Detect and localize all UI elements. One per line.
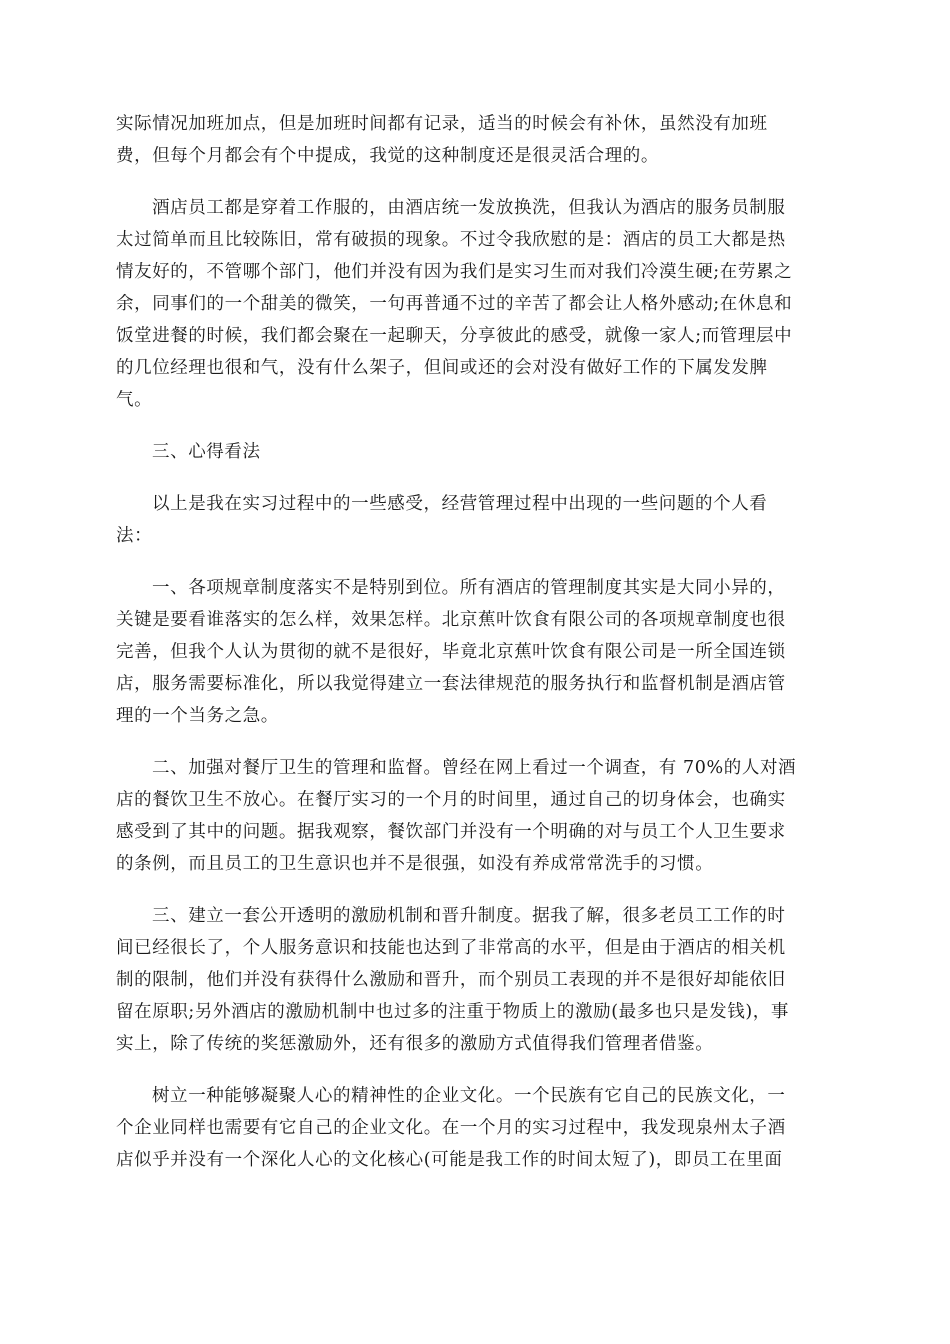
text-line: 店，服务需要标准化，所以我觉得建立一套法律规范的服务执行和监督机制是酒店管 xyxy=(116,674,786,694)
text-line: 的条例，而且员工的卫生意识也并不是很强，如没有养成常常洗手的习惯。 xyxy=(116,854,714,874)
text-line: 间已经很长了，个人服务意识和技能也达到了非常高的水平，但是由于酒店的相关机 xyxy=(116,938,786,958)
text-line: 留在原职;另外酒店的激励机制中也过多的注重于物质上的激励(最多也只是发钱)，事 xyxy=(116,1002,789,1022)
paragraph-point-two xyxy=(116,752,836,880)
paragraph-overtime xyxy=(116,108,836,172)
text-line: 实上，除了传统的奖惩激励外，还有很多的激励方式值得我们管理者借鉴。 xyxy=(116,1034,714,1054)
text-line: 余，同事们的一个甜美的微笑，一句再普通不过的辛苦了都会让人格外感动;在休息和 xyxy=(116,294,793,314)
section-heading xyxy=(116,436,836,468)
text-line: 个企业同样也需要有它自己的企业文化。在一个月的实习过程中，我发现泉州太子酒 xyxy=(116,1118,786,1138)
text-line: 气。 xyxy=(116,390,153,410)
text-line: 实际情况加班加点，但是加班时间都有记录，适当的时候会有补休，虽然没有加班 xyxy=(116,114,768,134)
paragraph-uniforms xyxy=(116,192,836,416)
text-line: 树立一种能够凝聚人心的精神性的企业文化。一个民族有它自己的民族文化，一 xyxy=(152,1086,786,1106)
text-line: 制的限制，他们并没有获得什么激励和晋升，而个别员工表现的并不是很好却能依旧 xyxy=(116,970,786,990)
text-line: 店似乎并没有一个深化人心的文化核心(可能是我工作的时间太短了)，即员工在里面 xyxy=(116,1150,783,1170)
paragraph-culture xyxy=(116,1080,836,1176)
text-line: 完善，但我个人认为贯彻的就不是很好，毕竟北京蕉叶饮食有限公司是一所全国连锁 xyxy=(116,642,786,662)
text-line: 二、加强对餐厅卫生的管理和监督。曾经在网上看过一个调查，有 70%的人对酒 xyxy=(152,758,797,778)
text-line: 关键是要看谁落实的怎么样，效果怎样。北京蕉叶饮食有限公司的各项规章制度也很 xyxy=(116,610,786,630)
text-line: 酒店员工都是穿着工作服的，由酒店统一发放换洗，但我认为酒店的服务员制服 xyxy=(152,198,786,218)
text-line: 的几位经理也很和气，没有什么架子，但间或还的会对没有做好工作的下属发发脾 xyxy=(116,358,768,378)
document-page xyxy=(116,108,836,1176)
paragraph-point-three xyxy=(116,900,836,1060)
text-line: 法： xyxy=(116,526,153,546)
heading-text: 三、心得看法 xyxy=(152,442,261,462)
paragraph-intro xyxy=(116,488,836,552)
text-line: 店的餐饮卫生不放心。在餐厅实习的一个月的时间里，通过自己的切身体会，也确实 xyxy=(116,790,786,810)
paragraph-point-one xyxy=(116,572,836,732)
text-line: 一、各项规章制度落实不是特别到位。所有酒店的管理制度其实是大同小异的， xyxy=(152,578,786,598)
text-line: 感受到了其中的问题。据我观察，餐饮部门并没有一个明确的对与员工个人卫生要求 xyxy=(116,822,786,842)
text-line: 费，但每个月都会有个中提成，我觉的这种制度还是很灵活合理的。 xyxy=(116,146,659,166)
text-line: 饭堂进餐的时候，我们都会聚在一起聊天，分享彼此的感受，就像一家人;而管理层中 xyxy=(116,326,793,346)
text-line: 以上是我在实习过程中的一些感受，经营管理过程中出现的一些问题的个人看 xyxy=(152,494,768,514)
text-line: 三、建立一套公开透明的激励机制和晋升制度。据我了解，很多老员工工作的时 xyxy=(152,906,786,926)
text-line: 理的一个当务之急。 xyxy=(116,706,279,726)
text-line: 情友好的，不管哪个部门，他们并没有因为我们是实习生而对我们冷漠生硬;在劳累之 xyxy=(116,262,793,282)
text-line: 太过简单而且比较陈旧，常有破损的现象。不过令我欣慰的是：酒店的员工大都是热 xyxy=(116,230,786,250)
